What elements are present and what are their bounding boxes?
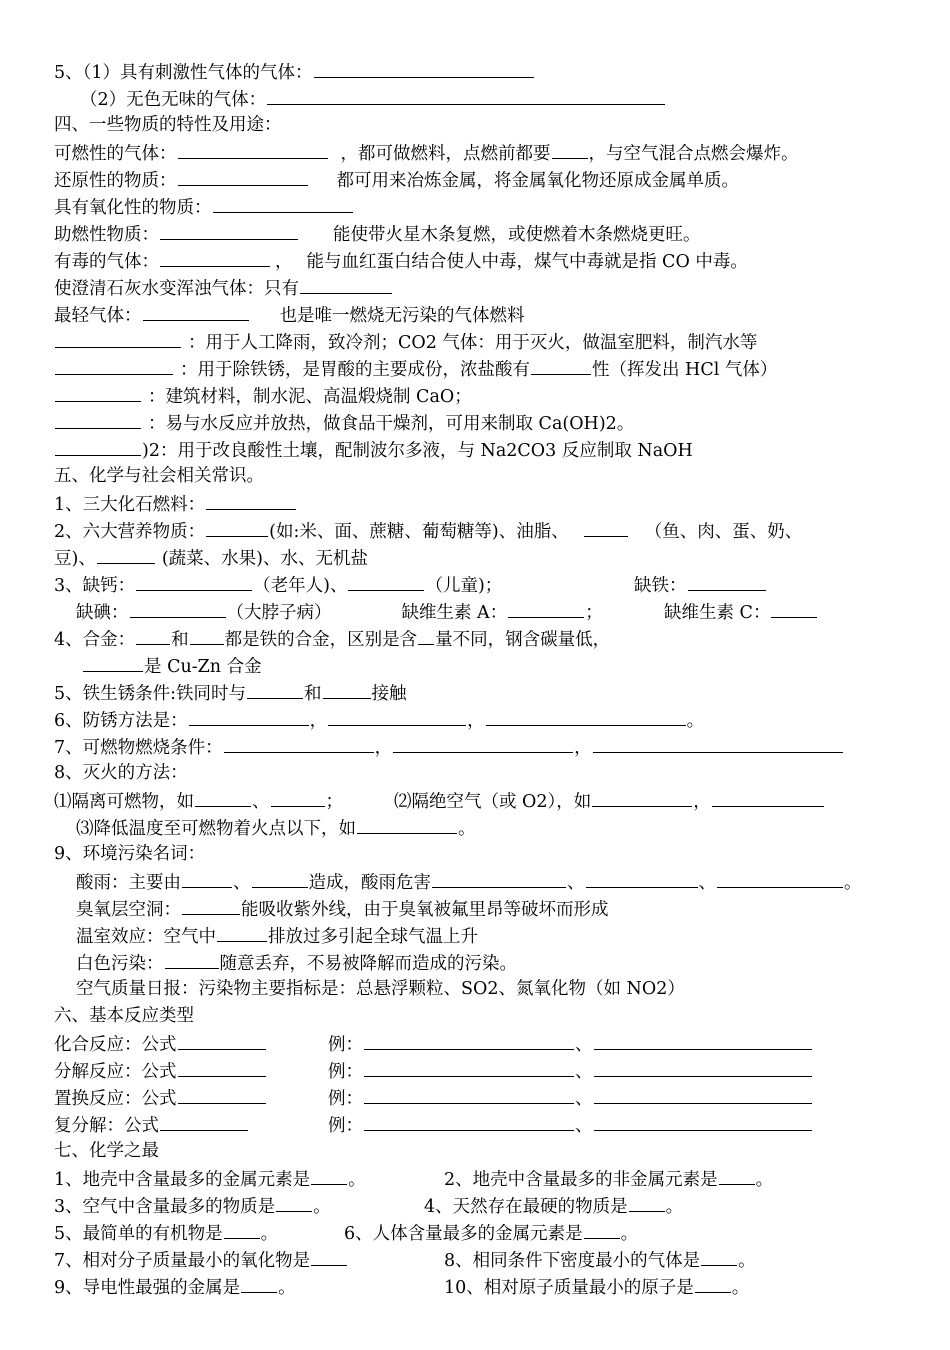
answer-blank[interactable]: [364, 1085, 574, 1104]
answer-blank[interactable]: [584, 518, 628, 537]
answer-blank[interactable]: [206, 518, 268, 537]
env-title: 9、环境污染名词：: [54, 844, 206, 864]
answer-blank[interactable]: [224, 734, 374, 753]
answer-blank[interactable]: [593, 734, 843, 753]
caoh2-line: )2：用于改良酸性土壤，配制波尔多液，与 Na2CO3 反应制取 NaOH: [54, 437, 693, 463]
answer-blank[interactable]: [252, 869, 308, 888]
answer-blank[interactable]: [136, 626, 170, 645]
limewater-line: 使澄清石灰水变浑浊气体：只有: [54, 275, 393, 301]
replacement-line: 置换反应：公式: [54, 1085, 267, 1111]
most-q7: 7、相对分子质量最小的氧化物是: [54, 1247, 348, 1273]
answer-blank[interactable]: [267, 86, 665, 105]
fire-line2: ⑶降低温度至可燃物着火点以下，如 。: [76, 815, 476, 841]
answer-blank[interactable]: [83, 653, 143, 672]
toxic-line: 有毒的气体： ， 能与血红蛋白结合使人中毒，煤气中毒就是指 CO 中毒。: [54, 248, 748, 274]
section-5-title: 五、化学与社会相关常识。: [54, 466, 264, 486]
answer-blank[interactable]: [55, 356, 173, 375]
iron-deficiency: 缺铁：: [634, 572, 767, 598]
answer-blank[interactable]: [241, 1274, 277, 1293]
answer-blank[interactable]: [136, 572, 252, 591]
answer-blank[interactable]: [701, 1247, 737, 1266]
most-q9: 9、导电性最强的金属是 。: [54, 1274, 296, 1300]
answer-blank[interactable]: [719, 1166, 755, 1185]
fire-title: 8、灭火的方法：: [54, 763, 188, 783]
answer-blank[interactable]: [178, 140, 328, 159]
answer-blank[interactable]: [206, 491, 296, 510]
answer-blank[interactable]: [364, 1112, 574, 1131]
answer-blank[interactable]: [508, 599, 584, 618]
answer-blank[interactable]: [190, 626, 224, 645]
lightest-line: 最轻气体： 也是唯一燃烧无污染的气体燃料: [54, 302, 525, 328]
answer-blank[interactable]: [97, 545, 155, 564]
most-q3: 3、空气中含量最多的物质是 。: [54, 1193, 331, 1219]
double-replacement-example: 例： 、: [328, 1112, 813, 1138]
answer-blank[interactable]: [55, 383, 141, 402]
answer-blank[interactable]: [195, 788, 251, 807]
oxidizing-line: 具有氧化性的物质：: [54, 194, 354, 220]
answer-blank[interactable]: [486, 707, 686, 726]
answer-blank[interactable]: [531, 356, 591, 375]
antirust-line: 6、防锈方法是： ， ， 。: [54, 707, 704, 733]
most-q1: 1、地壳中含量最多的金属元素是 。: [54, 1166, 366, 1192]
alloy-line2: 是 Cu-Zn 合金: [82, 653, 262, 679]
answer-blank[interactable]: [55, 329, 181, 348]
white-pollution-line: 白色污染： 随意丢弃，不易被降解而造成的污染。: [76, 950, 517, 976]
combustible-line: 可燃性的气体： ，都可做燃料，点燃前都要 ，与空气混合点燃会爆炸。: [54, 140, 799, 166]
most-q4: 4、天然存在最硬的物质是 。: [424, 1193, 683, 1219]
vitamin-c: 缺维生素 C：: [664, 599, 818, 625]
answer-blank[interactable]: [160, 1112, 248, 1131]
double-replacement-line: 复分解：公式: [54, 1112, 249, 1138]
answer-blank[interactable]: [594, 1031, 812, 1050]
fire-line1: ⑴隔离可燃物，如 、 ；: [54, 788, 343, 814]
answer-blank[interactable]: [586, 869, 698, 888]
answer-blank[interactable]: [178, 1085, 266, 1104]
answer-blank[interactable]: [217, 923, 267, 942]
support-line: 助燃性物质： 能使带火星木条复燃，或使燃着木条燃烧更旺。: [54, 221, 701, 247]
answer-blank[interactable]: [432, 869, 566, 888]
iodine-line: 缺碘： （大脖子病） 缺维生素 A： ；: [76, 599, 603, 625]
section-6-title: 六、基本反应类型: [54, 1006, 194, 1026]
answer-blank[interactable]: [178, 1031, 266, 1050]
most-q6: 6、人体含量最多的金属元素是 。: [344, 1220, 638, 1246]
nutrients-line: 2、六大营养物质： (如:米、面、蔗糖、葡萄糖等)、油脂、 （鱼、肉、蛋、奶、: [54, 518, 802, 544]
air-quality-line: 空气质量日报：污染物主要指标是：总悬浮颗粒、SO2、氮氧化物（如 NO2）: [76, 979, 685, 999]
most-q5: 5、最简单的有机物是 。: [54, 1220, 278, 1246]
acid-rain-line: 酸雨：主要由 、 造成，酸雨危害 、 、 。: [76, 869, 862, 895]
answer-blank[interactable]: [393, 734, 573, 753]
answer-blank[interactable]: [629, 1193, 665, 1212]
ozone-line: 臭氧层空洞： 能吸收紫外线，由于臭氧被氟里昂等破坏而形成: [76, 896, 609, 922]
answer-blank[interactable]: [311, 1247, 347, 1266]
answer-blank[interactable]: [688, 572, 766, 591]
replacement-example: 例： 、: [328, 1085, 813, 1111]
answer-blank[interactable]: [594, 1112, 812, 1131]
section-7-title: 七、化学之最: [54, 1141, 159, 1161]
answer-blank[interactable]: [165, 950, 219, 969]
answer-blank[interactable]: [594, 1085, 812, 1104]
greenhouse-line: 温室效应：空气中 排放过多引起全球气温上升: [76, 923, 478, 949]
answer-blank[interactable]: [311, 1166, 347, 1185]
answer-blank[interactable]: [55, 410, 141, 429]
cao-line: ：易与水反应并放热，做食品干燥剂，可用来制取 Ca(OH)2。: [54, 410, 634, 436]
most-q2: 2、地壳中含量最多的非金属元素是 。: [444, 1166, 773, 1192]
answer-blank[interactable]: [364, 1031, 574, 1050]
calcium-line: 3、缺钙： （老年人)、 （儿童)；: [54, 572, 502, 598]
answer-blank[interactable]: [695, 1274, 731, 1293]
answer-blank[interactable]: [418, 626, 434, 645]
answer-blank[interactable]: [357, 815, 457, 834]
answer-blank[interactable]: [323, 680, 371, 699]
answer-blank[interactable]: [712, 788, 824, 807]
rust-line: 5、铁生锈条件:铁同时与 和 接触: [54, 680, 407, 706]
answer-blank[interactable]: [160, 248, 270, 267]
fuels-line: 1、三大化石燃料：: [54, 491, 297, 517]
answer-blank[interactable]: [143, 302, 249, 321]
answer-blank[interactable]: [364, 1058, 574, 1077]
answer-blank[interactable]: [55, 437, 141, 456]
answer-blank[interactable]: [271, 788, 325, 807]
answer-blank[interactable]: [584, 1220, 620, 1239]
nutrients-line2: 豆)、 (蔬菜、水果)、水、无机盐: [54, 545, 368, 571]
answer-blank[interactable]: [130, 599, 226, 618]
q5-line1: 5、（1）具有刺激性气体的气体：: [54, 59, 535, 85]
answer-blank[interactable]: [160, 221, 298, 240]
most-q8: 8、相同条件下密度最小的气体是 。: [444, 1247, 756, 1273]
answer-blank[interactable]: [771, 599, 817, 618]
answer-blank[interactable]: [178, 1058, 266, 1077]
decomposition-example: 例： 、: [328, 1058, 813, 1084]
answer-blank[interactable]: [182, 869, 232, 888]
answer-blank[interactable]: [314, 59, 534, 78]
combination-line: 化合反应：公式: [54, 1031, 267, 1057]
reducing-line: 还原性的物质： 都可用来冶炼金属，将金属氧化物还原成金属单质。: [54, 167, 739, 193]
answer-blank[interactable]: [224, 1220, 260, 1239]
burn-line: 7、可燃物燃烧条件： ， ，: [54, 734, 844, 760]
answer-blank[interactable]: [189, 707, 309, 726]
decomposition-line: 分解反应：公式: [54, 1058, 267, 1084]
dryice-line: ：用于人工降雨，致冷剂；CO2 气体：用于灭火，做温室肥料，制汽水等: [54, 329, 757, 355]
answer-blank[interactable]: [213, 194, 353, 213]
answer-blank[interactable]: [717, 869, 843, 888]
answer-blank[interactable]: [178, 167, 308, 186]
answer-blank[interactable]: [276, 1193, 312, 1212]
answer-blank[interactable]: [300, 275, 392, 294]
caco3-line: ：建筑材料，制水泥、高温煅烧制 CaO；: [54, 383, 472, 409]
q5-line2: （2）无色无味的气体：: [80, 86, 666, 112]
answer-blank[interactable]: [552, 140, 588, 159]
fire-line1b: ⑵隔绝空气（或 O2），如 ，: [394, 788, 825, 814]
combination-example: 例： 、: [328, 1031, 813, 1057]
answer-blank[interactable]: [592, 788, 692, 807]
answer-blank[interactable]: [594, 1058, 812, 1077]
answer-blank[interactable]: [182, 896, 240, 915]
most-q10: 10、相对原子质量最小的原子是 。: [444, 1274, 749, 1300]
alloy-line: 4、合金： 和 都是铁的合金，区别是含 量不同，钢含碳量低，: [54, 626, 610, 652]
hcl-line: ：用于除铁锈，是胃酸的主要成份，浓盐酸有 性（挥发出 HCl 气体）: [54, 356, 777, 382]
answer-blank[interactable]: [247, 680, 303, 699]
answer-blank[interactable]: [328, 707, 466, 726]
answer-blank[interactable]: [348, 572, 424, 591]
section-4-title: 四、一些物质的特性及用途：: [54, 115, 282, 135]
